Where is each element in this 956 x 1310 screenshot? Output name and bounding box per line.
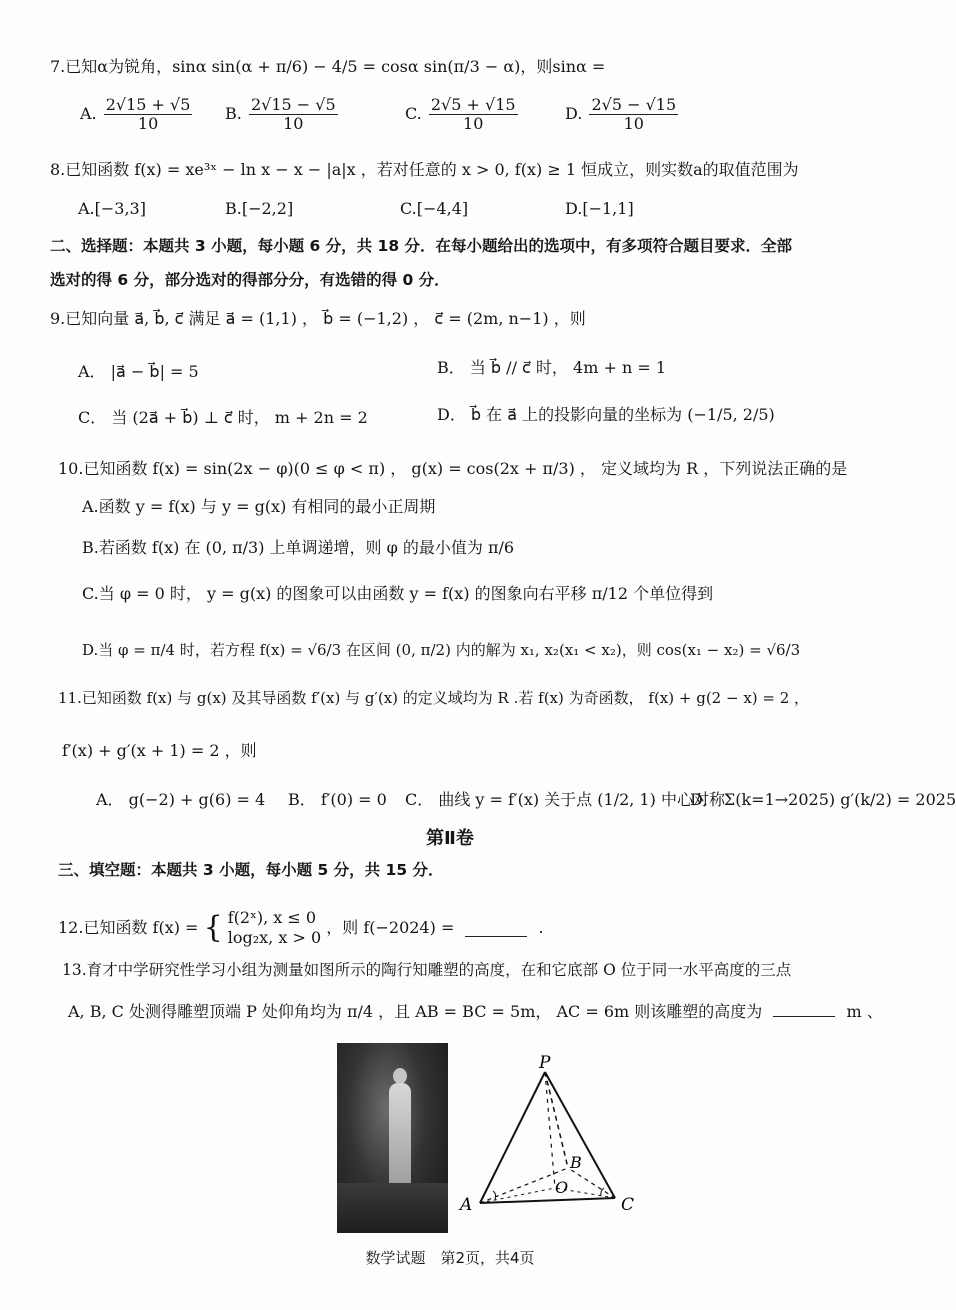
q9-option-d: D． b⃗ 在 a⃗ 上的投影向量的坐标为 (−1/5, 2/5) [437,405,775,424]
label-o: O [555,1178,569,1197]
q9-option-b: B． 当 b⃗ // c⃗ 时， 4m + n = 1 [437,358,667,377]
question-7-stem: 7.已知α为锐角，sinα sin(α + π/6) − 4/5 = cosα sin(π/3 − α)，则sinα = [50,57,606,76]
q11-option-a: A． g(−2) + g(6) = 4 [96,790,266,809]
edge-po [545,1072,555,1188]
q10-option-d: D.当 φ = π/4 时，若方程 f(x) = √6/3 在区间 (0, π/2) 内的解为 x₁, x₂(x₁ < x₂)，则 cos(x₁ − x₂) = √6/3 [82,641,801,659]
q8-option-c: C.[−4,4] [400,199,469,218]
section-2-header-line2: 选对的得 6 分，部分选对的得部分分，有选错的得 0 分． [50,271,450,289]
edge-pa [480,1072,545,1203]
q12-stem: 12.已知函数 f(x) = [58,918,199,937]
question-11-stem-line2: f′(x) + g′(x + 1) = 2 ，则 [62,741,257,760]
q12-answer-blank[interactable] [465,920,527,937]
photo-ground [337,1183,448,1233]
label-a: A [460,1195,473,1215]
sculpture-head [393,1068,407,1084]
q12-case-2: log₂x, x > 0 [227,928,322,947]
question-10-stem: 10.已知函数 f(x) = sin(2x − φ)(0 ≤ φ < π) ， g(x) = cos(2x + π/3) ， 定义域均为 R ，下列说法正确的是 [58,459,848,478]
q13-line2-text: A, B, C 处测得雕塑顶端 P 处仰角均为 π/4 ，且 AB = BC = 5m， AC = 6m 则该雕塑的高度为 [68,1002,763,1021]
q7-b-numerator: 2√15 − √5 [250,95,336,114]
q7-a-denominator: 10 [137,114,159,133]
label-c: C [621,1195,635,1215]
label-p: P [539,1053,551,1073]
angle-mark-a [493,1191,496,1200]
section-2-header-line1: 二、选择题：本题共 3 小题，每小题 6 分，共 18 分．在每小题给出的选项中，有多项符合题目要求．全部 [50,237,793,255]
q9-option-c: C． 当 (2a⃗ + b⃗) ⊥ c⃗ 时， m + 2n = 2 [78,408,368,427]
question-11-stem-line1: 11.已知函数 f(x) 与 g(x) 及其导函数 f′(x) 与 g′(x) 的定义域均为 R .若 f(x) 为奇函数， f(x) + g(2 − x) = 2 ， [58,689,810,707]
q7-a-numerator: 2√15 + √5 [105,95,191,114]
q13-unit: m 、 [846,1002,883,1021]
edge-cb [568,1168,615,1198]
q13-answer-blank[interactable] [773,1000,835,1017]
q7-option-b-letter: B. [225,104,242,123]
page-footer: 数学试题 第2页，共4页 [365,1249,535,1267]
q7-option-c [405,96,520,133]
edge-pb [545,1072,568,1168]
q12-ask: ，则 f(−2024) = [326,918,455,937]
q7-option-a-letter: A. [80,104,97,123]
q11-option-c: C． 曲线 y = f′(x) 关于点 (1/2, 1) 中心对称 [405,790,725,809]
q7-option-c-letter: C. [405,104,422,123]
q7-option-a [80,96,194,142]
q7-option-b [225,96,340,133]
q7-c-denominator: 10 [463,114,484,133]
label-b: B [570,1153,582,1172]
q10-option-c: C.当 φ = 0 时， y = g(x) 的图象可以由函数 y = f(x) 的图象向右平移 π/12 个单位得到 [82,584,714,603]
q10-option-b: B.若函数 f(x) 在 (0, π/3) 上单调递增，则 φ 的最小值为 π/6 [82,538,515,557]
question-12 [58,908,544,952]
question-13-line2 [68,1000,883,1022]
q7-d-denominator: 10 [623,114,644,133]
q7-b-denominator: 10 [283,114,304,133]
q7-d-numerator: 2√5 − √15 [591,95,677,114]
q12-end: . [538,918,544,937]
question-9-stem: 9.已知向量 a⃗, b⃗, c⃗ 满足 a⃗ = (1,1) ， b⃗ = (−1,2) ， c⃗ = (2m, n−1) ，则 [50,309,586,328]
edge-ac [480,1198,615,1203]
section-3-header: 三、填空题：本题共 3 小题，每小题 5 分，共 15 分． [58,861,444,879]
q12-brace: { [203,910,223,945]
part-2-title: 第Ⅱ卷 [426,828,474,849]
q9-option-a: A． |a⃗ − b⃗| = 5 [78,362,199,381]
q7-option-d-letter: D. [565,104,583,123]
sculpture-photo [337,1043,448,1233]
pyramid-diagram [455,1050,655,1225]
q8-option-d: D.[−1,1] [565,199,634,218]
question-8-stem: 8.已知函数 f(x) = xe³ˣ − ln x − x − |a|x ，若对任意的 x > 0, f(x) ≥ 1 恒成立，则实数a的取值范围为 [50,160,799,179]
q8-option-b: B.[−2,2] [225,199,294,218]
q7-option-d [565,96,680,133]
sculpture-figure [389,1083,411,1193]
q10-option-a: A.函数 y = f(x) 与 y = g(x) 有相同的最小正周期 [82,497,436,516]
q7-c-numerator: 2√5 + √15 [430,95,516,114]
q11-option-d: D． Σ(k=1→2025) g′(k/2) = 2025 [690,790,956,809]
q8-option-a: A.[−3,3] [78,199,146,218]
q12-case-1: f(2ˣ), x ≤ 0 [227,908,317,927]
q11-option-b: B． f′(0) = 0 [288,790,387,809]
question-13-line1: 13.育才中学研究性学习小组为测量如图所示的陶行知雕塑的高度，在和它底部 O 位于同一水平高度的三点 [62,961,792,979]
